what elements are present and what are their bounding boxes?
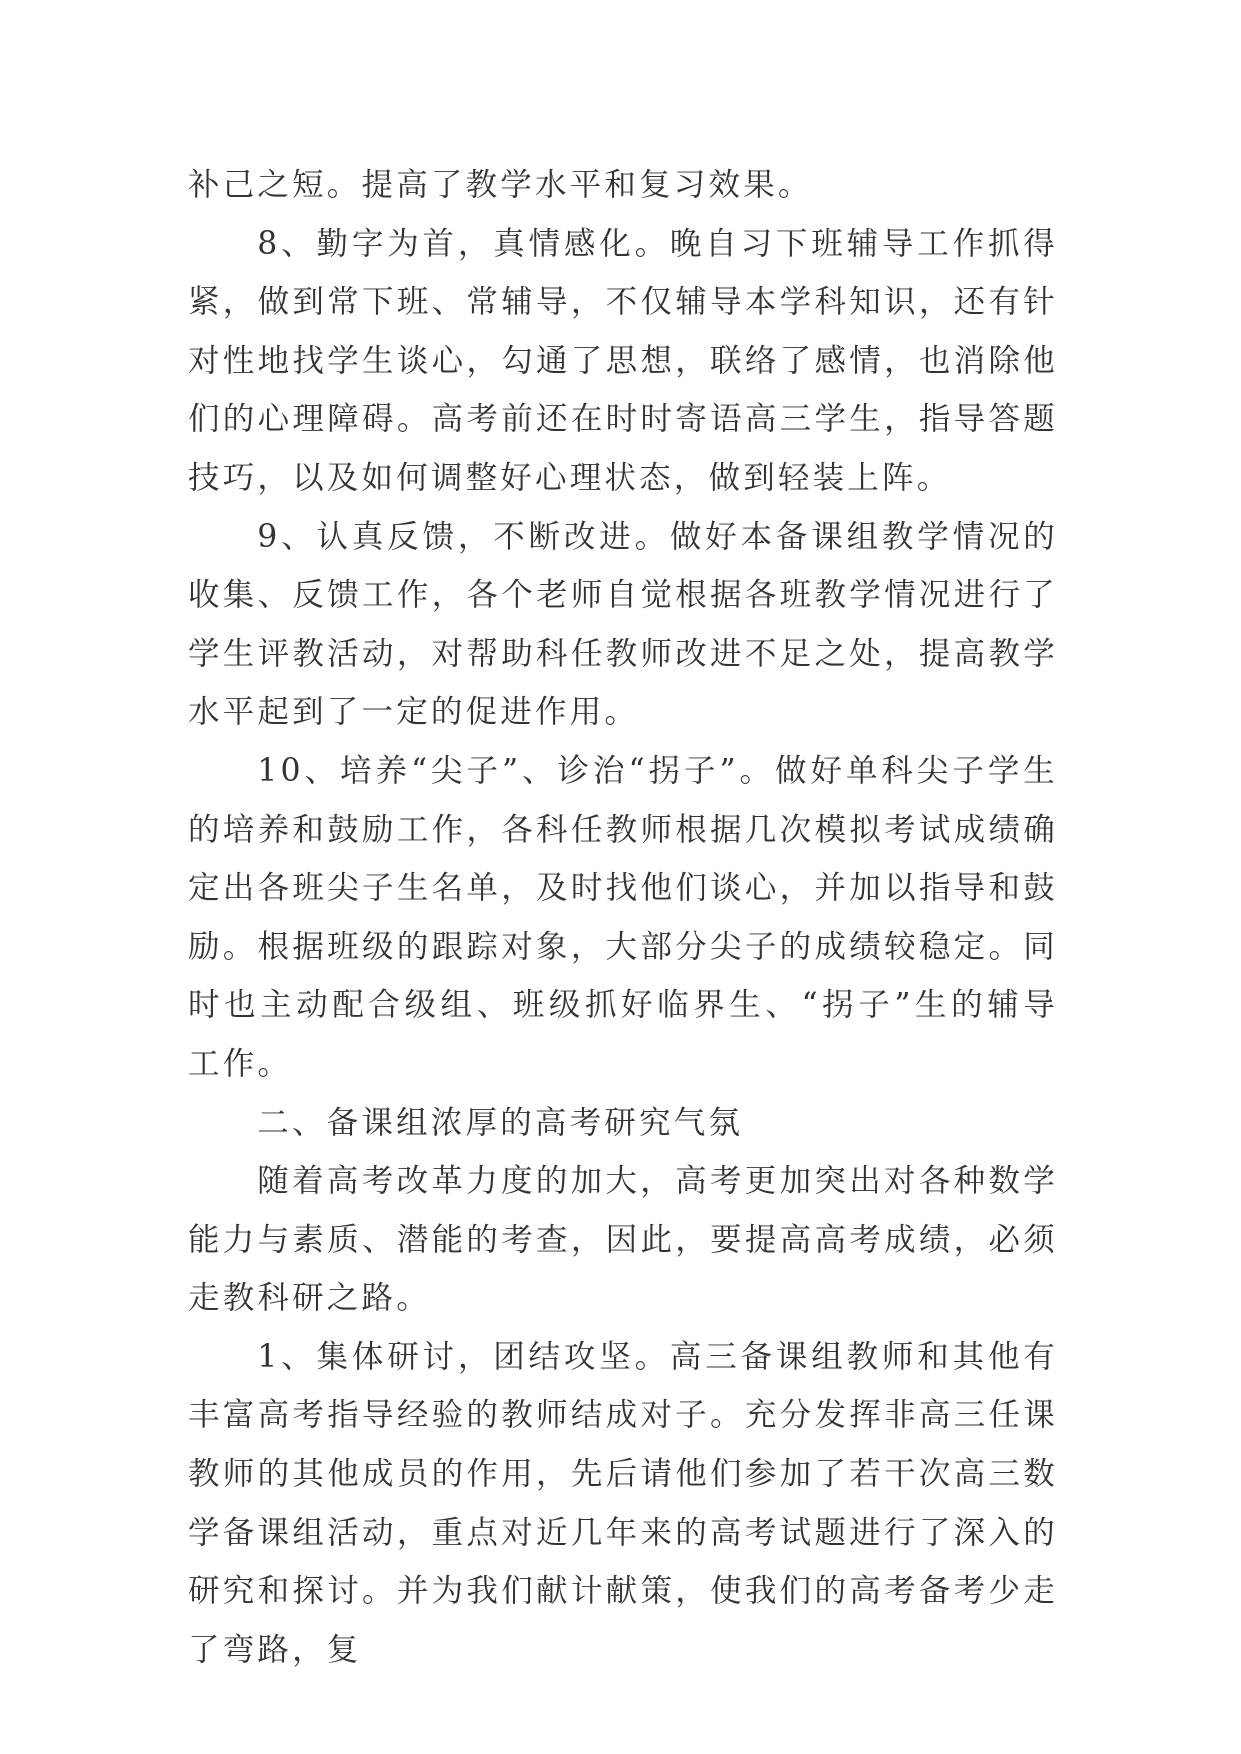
- section-heading-2: 二、备课组浓厚的高考研究气氛: [257, 1104, 744, 1141]
- paragraph-item-1: 1、集体研讨，团结攻坚。高三备课组教师和其他有丰富高考指导经验的教师结成对子。充分发挥非高三任课教师的其他成员的作用，先后请他们参加了若干次高三数学备课组活动，重点对近几年来的高考试题进行了深入的研究和探讨。并为我们献计献策，使我们的高考备考少走了弯路，复: [188, 1338, 1058, 1668]
- paragraph-item-9: 9、认真反馈，不断改进。做好本备课组教学情况的收集、反馈工作，各个老师自觉根据各班教学情况进行了学生评教活动，对帮助科任教师改进不足之处，提高教学水平起到了一定的促进作用。: [188, 518, 1058, 731]
- paragraph-item-8: 8、勤字为首，真情感化。晚自习下班辅导工作抓得紧，做到常下班、常辅导，不仅辅导本学科知识，还有针对性地找学生谈心，勾通了思想，联络了感情，也消除他们的心理障碍。高考前还在时时寄语高三学生，指导答题技巧，以及如何调整好心理状态，做到轻装上阵。: [188, 225, 1058, 496]
- document-body: [188, 156, 1058, 1679]
- paragraph-item-10: 10、培养“尖子”、诊治“拐子”。做好单科尖子学生的培养和鼓励工作，各科任教师根据几次模拟考试成绩确定出各班尖子生名单，及时找他们谈心，并加以指导和鼓励。根据班级的跟踪对象，大部分尖子的成绩较稳定。同时也主动配合级组、班级抓好临界生、“拐子”生的辅导工作。: [188, 752, 1058, 1082]
- paragraph-intro: 随着高考改革力度的加大，高考更加突出对各种数学能力与素质、潜能的考查，因此，要提高高考成绩，必须走教科研之路。: [188, 1163, 1058, 1317]
- paragraph-continuation: 补己之短。提高了教学水平和复习效果。: [188, 167, 813, 203]
